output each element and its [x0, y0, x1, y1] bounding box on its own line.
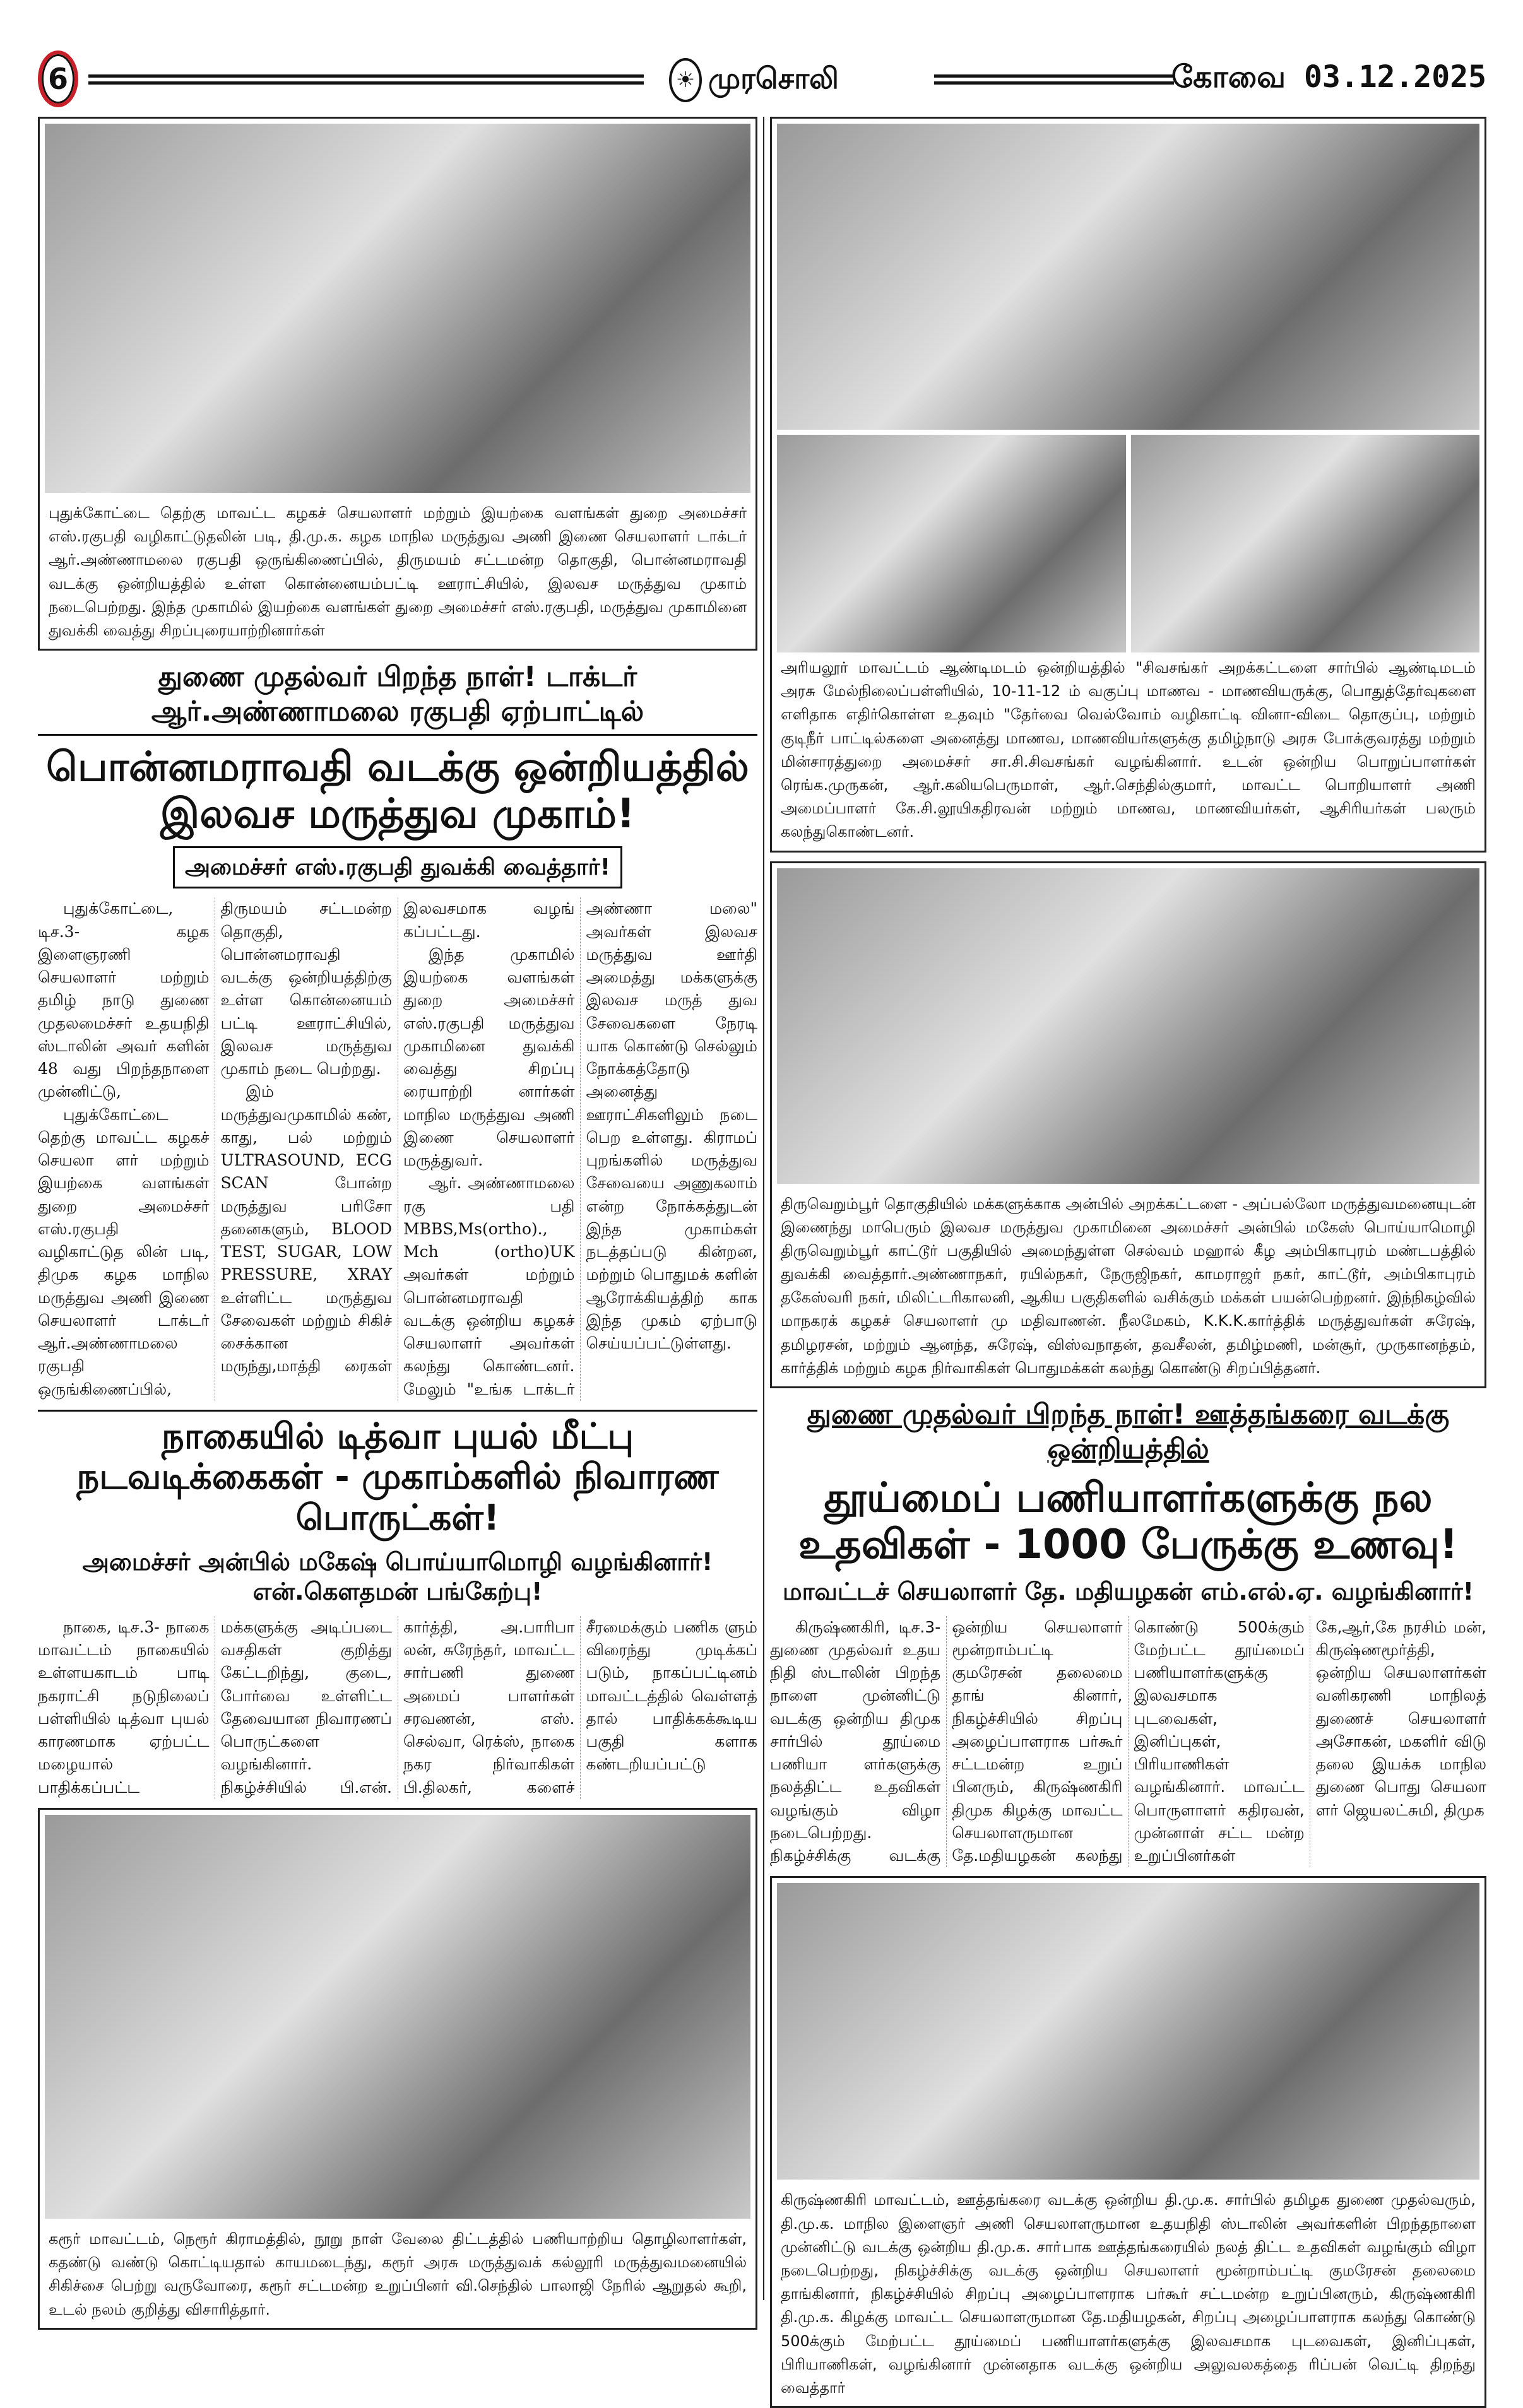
photo-block-story3 [38, 1808, 757, 2330]
story-subhead: மாவட்டச் செயலாளர் தே. மதியழகன் எம்.எல்.ஏ. வழங்கினார்! [783, 1578, 1474, 1606]
story-kicker: துணை முதல்வர் பிறந்த நாள்! டாக்டர் ஆர்.அண்ணாமலை ரகுபதி ஏற்பாட்டில் [38, 659, 757, 736]
event-photo [45, 124, 750, 493]
event-photo [777, 124, 1479, 430]
story-body [770, 1616, 1486, 1868]
photo-block-story6 [770, 1876, 1486, 2408]
event-photo [777, 868, 1479, 1184]
event-photo [45, 1815, 750, 2219]
masthead-title: முரசொலி [708, 61, 839, 95]
story-subhead: அமைச்சர் அன்பில் மகேஷ் பொய்யாமொழி வழங்கினார்! என்.கௌதமன் பங்கேற்பு! [82, 1547, 713, 1606]
left-column [38, 117, 757, 2330]
paragraph: இந்த முகாமில் இயற்கை வளங்கள் துறை அமைச்சர் எஸ்.ரகுபதி மருத்துவ முகாமினை துவக்கி வைத்து சிறப்பு ரையாற்றி னார்கள் மாநில மருத்துவ அணி இணை செயலாளர் மருத்துவர். [403, 945, 575, 1170]
paragraph: நாகை, டிச.3- நாகை மாவட்டம் நாகையில் உள்ளயகாடம் பாடி நகராட்சி நடுநிலைப் பள்ளியில் டித்வா புயல் காரணமாக ஏற்பட்ட மழையால் பாதிக்கப்பட்ட மக்களுக்கு அடிப்படை வசதிகள் குறித்து கேட்டறிந்து, குடை, போர்வை உள்ளிட்ட தேவையான நிவாரணப் பொருட்களை வழங்கினார். நிகழ்ச்சியில் பி.என். கார்த்தி, அ.பாரிபா லன், சுரேந்தர், மாவட்ட சார்பணி துணை அமைப் பாளர்கள் சரவணன், எஸ். செல்வா, ரெக்ஸ், நாகை நகர நிர்வாகிகள் பி.திலகர், களைச் சீரமைக்கும் பணிக ளும் விரைந்து முடிக்கப் படும், நாகப்பட்டினம் மாவட்டத்தில் வெள்ளத் தால் பாதிக்கக்கூடிய பகுதி களாக கண்டறியப்பட்டு [38, 1617, 757, 1797]
page-header [38, 50, 1486, 107]
photo-block-story4 [770, 117, 1486, 853]
photo-caption: கரூர் மாவட்டம், நெரூர் கிராமத்தில், நூறு நாள் வேலை திட்டத்தில் பணியாற்றிய தொழிலாளர்கள், கதண்டு வண்டு கொட்டியதால் காயமடைந்து, கரூர் அரசு மருத்துவக் கல்லூரி மருத்துவமனையில் சிகிச்சை பெற்று வருவோரை, கரூர் சட்டமன்ற உறுப்பினர் வி.செந்தில் பாலாஜி நேரில் ஆறுதல் கூறி, உடல் நலம் குறித்து விசாரித்தார். [49, 2229, 747, 2318]
story-subhead: அமைச்சர் எஸ்.ரகுபதி துவக்கி வைத்தார்! [173, 846, 622, 888]
story-headline: தூய்மைப் பணியாளர்களுக்கு நல உதவிகள் - 1000 பேருக்கு உணவு! [798, 1475, 1458, 1568]
subhead-wrapper [38, 846, 757, 888]
story-headline: நாகையில் டித்வா புயல் மீட்பு நடவடிக்கைகள் - முகாம்களில் நிவாரண பொருட்கள்! [38, 1410, 757, 1538]
paragraph: புதுக்கோட்டை, டிச.3- கழக இளைஞரணி செயலாளர் மற்றும் தமிழ் நாடு துணை முதலமைச்சர் உதயநிதி ஸ்டாலின் அவர் களின் 48 வது பிறந்தநாளை முன்னிட்டு, [38, 899, 210, 1101]
story-body [38, 897, 757, 1401]
story-body [38, 1616, 757, 1799]
photo-caption: புதுக்கோட்டை தெற்கு மாவட்ட கழகச் செயலாளர் மற்றும் இயற்கை வளங்கள் துறை அமைச்சர் எஸ்.ரகுபதி வழிகாட்டுதலின் படி, தி.மு.க. கழக மாநில மருத்துவ அணி இணை செயலாளர் டாக்டர் ஆர்.அண்ணாமலை ரகுபதி ஒருங்கிணைப்பில், திருமயம் சட்டமன்ற தொகுதி, பொன்னமராவதி வடக்கு ஒன்றியத்தில் உள்ள கொன்னையம்பட்டி ஊராட்சியில், இலவச மருத்துவ முகாம் நடைபெற்றது. இந்த முகாமில் இயற்கை வளங்கள் துறை அமைச்சர் எஸ்.ரகுபதி, மருத்துவ முகாமினை துவக்கி வைத்து சிறப்புரையாற்றினார்கள் [49, 504, 747, 639]
paragraph: புதுக்கோட்டை தெற்கு மாவட்ட கழகச் செயலா ளர் மற்றும் இயற்கை வளங்கள் துறை அமைச்சர் எஸ்.ரகுபதி வழிகாட்டுத லின் படி, திமுக கழக மாநில மருத்துவ அணி இணை செயலாளர் டாக்டர் ஆர்.அண்ணாமலை ரகுபதி ஒருங்கிணைப்பில், திருமயம் சட்டமன்ற தொகுதி, பொன்னமராவதி வடக்கு ஒன்றியத்திற்கு உள்ள கொன்னையம் பட்டி ஊராட்சியில், இலவச மருத்துவ முகாம் நடை பெற்றது. [38, 899, 392, 1398]
edition-date: கோவை 03.12.2025 [1171, 59, 1486, 95]
column-divider [763, 117, 764, 2300]
photo-caption: திருவெறும்பூர் தொகுதியில் மக்களுக்காக அன்பில் அறக்கட்டளை - அப்பல்லோ மருத்துவமனையுடன் இணைந்து மாபெரும் இலவச மருத்துவ முகாமினை அமைச்சர் அன்பில் மகேஸ் பொய்யாமொழி திருவெறும்பூர் காட்டூர் பகுதியில் அமைந்துள்ள செல்வம் மஹால் கீழ அம்பிகாபுரம் மண்டபத்தில் துவக்கி வைத்தார்.அண்ணாநகர், ரயில்நகர், நேருஜிநகர், காமராஜர் நகர், காட்டூர், அம்பிகாபுரம் தகேஸ்வரி நகர், மிலிட்டரிகாலனி, ஆகிய பகுதிகளில் வசிக்கும் மக்கள் பயன்பெற்றனர். இந்நிகழ்வில் மாநகரக் கழகச் செயலாளர் மு மதிவாணன். நீலமேகம், K.K.K.கார்த்திக் மருத்துவர்கள் சுரேஷ், தமிழரசன், மற்றும் ஆனந்த, சுரேஷ், விஸ்வநாதன், தவசீலன், தமிழ்மணி, மன்சூர், முருகானந்தம், கார்த்திக் மற்றும் கழக நிர்வாகிகள் பொதுமக்கள் கலந்து கொண்டு சிறப்பித்தனர். [781, 1195, 1476, 1377]
event-photo [777, 435, 1126, 652]
story-kicker: துணை முதல்வர் பிறந்த நாள்! ஊத்தங்கரை வடக்கு ஒன்றியத்தில் [807, 1398, 1450, 1465]
paragraph: இம் மருத்துவமுகாமில் கண், காது, பல் மற்றும் ULTRASOUND, ECG SCAN போன்ற மருத்துவ பரிசோ தனைகளும், BLOOD TEST, SUGAR, LOW PRESSURE, XRAY உள்ளிட்ட மருத்துவ சேவைகள் மற்றும் சிகிச் சைக்கான மருந்து,மாத்தி ரைகள் இலவசமாக வழங் கப்பட்டது. [220, 899, 575, 1376]
event-photo [777, 1883, 1479, 2180]
paragraph: கிருஷ்ணகிரி, டிச.3- துணை முதல்வர் உதய நிதி ஸ்டாலின் பிறந்த நாளை முன்னிட்டு வடக்கு ஒன்றிய திமுக சார்பில் தூய்மை பணியா ளர்களுக்கு நலத்திட்ட உதவிகள் வழங்கும் விழா நடைபெற்றது. நிகழ்ச்சிக்கு வடக்கு ஒன்றிய செயலாளர் மூன்றாம்பட்டி குமரேசன் தலைமை தாங் கினார், நிகழ்ச்சியில் சிறப்பு அழைப்பாளராக பர்கூர் சட்டமன்ற உறுப் பினரும், கிருஷ்ணகிரி திமுக கிழக்கு மாவட்ட செயலாளருமான தே.மதியழகன் கலந்து கொண்டு 500க்கும் மேற்பட்ட தூய்மைப் பணியாளர்களுக்கு இலவசமாக புடவைகள், இனிப்புகள், பிரியாணிகள் வழங்கினார். மாவட்ட பொருளாளர் கதிரவன், முன்னாள் சட்ட மன்ற உறுப்பினர்கள் கே,ஆர்,கே நரசிம் மன், கிருஷ்ணமூர்த்தி, ஒன்றிய செயலாளர்கள் வனிகரணி மாநிலத் துணைச் செயலாளர் அசோகன், மகளிர் விடு தலை இயக்க மாநில துணை பொது செயலா ளர் ஜெயலட்சுமி, திமுக [770, 1617, 1486, 1865]
event-photo [1131, 435, 1480, 652]
divider [934, 74, 1174, 85]
paragraph: ஆர். அண்ணாமலை ரகு பதி MBBS,Ms(ortho)., Mch (ortho)UK அவர்கள் மற்றும் பொன்னமராவதி வடக்கு ஒன்றிய கழகச் செயலாளர் அவர்கள் கலந்து கொண்டனர். மேலும் "உங்க டாக்டர் அண்ணா மலை" அவர்கள் இலவச மருத்துவ ஊர்தி அமைத்து மக்களுக்கு இலவச மருத் துவ சேவைகளை நேரடி யாக கொண்டு செல்லும் நோக்கத்தோடு அனைத்து ஊராட்சிகளிலும் நடை பெற உள்ளது. கிராமப் புறங்களில் மருத்துவ சேவையை அணுகலாம் என்ற நோக்கத்துடன் இந்த முகாம்கள் நடத்தப்படு கின்றன, மற்றும் பொதுமக் களின் ஆரோக்கியத்திற் காக இந்த முகம் ஏற்பாடு செய்யப்பட்டுள்ளது. [403, 899, 757, 1398]
right-column [770, 117, 1486, 2408]
masthead [669, 58, 839, 102]
photo-caption: அரியலூர் மாவட்டம் ஆண்டிமடம் ஒன்றியத்தில் "சிவசங்கர் அறக்கட்டளை சார்பில் ஆண்டிமடம் அரசு மேல்நிலைப்பள்ளியில், 10-11-12 ம் வகுப்பு மாணவ - மாணவியருக்கு, பொதுத்தேர்வுகளை எளிதாக எதிர்கொள்ள உதவும் "தேர்வை வெல்வோம் வழிகாட்டி வினா-விடை தொகுப்பு, மற்றும் குடிநீர் பாட்டில்களை அனைத்து மாணவ, மாணவியர்களுக்கு தமிழ்நாடு அரசு போக்குவரத்து மற்றும் மின்சாரத்துறை அமைச்சர் சா.சி.சிவசங்கர் வழங்கினார். உடன் ஒன்றிய பொறுப்பாளர்கள் ரெங்க.முருகன், ஆர்.கலியபெருமாள், ஆர்.செந்தில்குமார், மாவட்ட பொறியாளர் அணி அமைப்பாளர் கே.சி.லூயிகதிரவன் மற்றும் மாணவ, மாணவியர்கள், ஆசிரியர்கள் பலரும் கலந்துகொண்டனர். [781, 659, 1476, 841]
photo-caption: கிருஷ்ணகிரி மாவட்டம், ஊத்தங்கரை வடக்கு ஒன்றிய தி.மு.க. சார்பில் தமிழக துணை முதல்வரும், தி.மு.க. மாநில இளைஞர் அணி செயலாளருமான உதயநிதி ஸ்டாலின் அவர்களின் பிறந்தநாளை முன்னிட்டு வடக்கு ஒன்றிய தி.மு.க. சாா்பாக ஊத்தங்கரையில் நலத் திட்ட உதவிகள் வழங்கும் விழா நடைபெற்றது, நிகழ்ச்சிக்கு வடக்கு ஒன்றிய செயலாளர் மூன்றாம்பட்டி குமரேசன் தலைமை தாங்கினார், நிகழ்ச்சியில் சிறப்பு அழைப்பாளராக பர்கூர் சட்டமன்ற உறுப்பினரும், கிருஷ்ணகிரி தி.மு.க. கிழக்கு மாவட்ட செயலாளருமான தே.மதியழகன், சிறப்பு அழைப்பாளராக கலந்து கொண்டு 500க்கும் மேற்பட்ட தூய்மைப் பணியாளர்களுக்கு இலவசமாக புடவைகள், இனிப்புகள், பிரியாணிகள், வழங்கினார் முன்னதாக வடக்கு ஒன்றிய அலுவலகத்தை ரிப்பன் வெட்டி திறந்து வைத்தார் [781, 2191, 1476, 2397]
page-number: 6 [38, 50, 78, 107]
photo-block-story5 [770, 861, 1486, 1389]
photo-block-story1 [38, 117, 757, 651]
story-headline: பொன்னமராவதி வடக்கு ஒன்றியத்தில் இலவச மருத்துவ முகாம்! [46, 744, 749, 837]
rising-sun-emblem-icon: ☀ [669, 58, 702, 102]
divider [88, 74, 644, 85]
photo-row [777, 435, 1479, 652]
